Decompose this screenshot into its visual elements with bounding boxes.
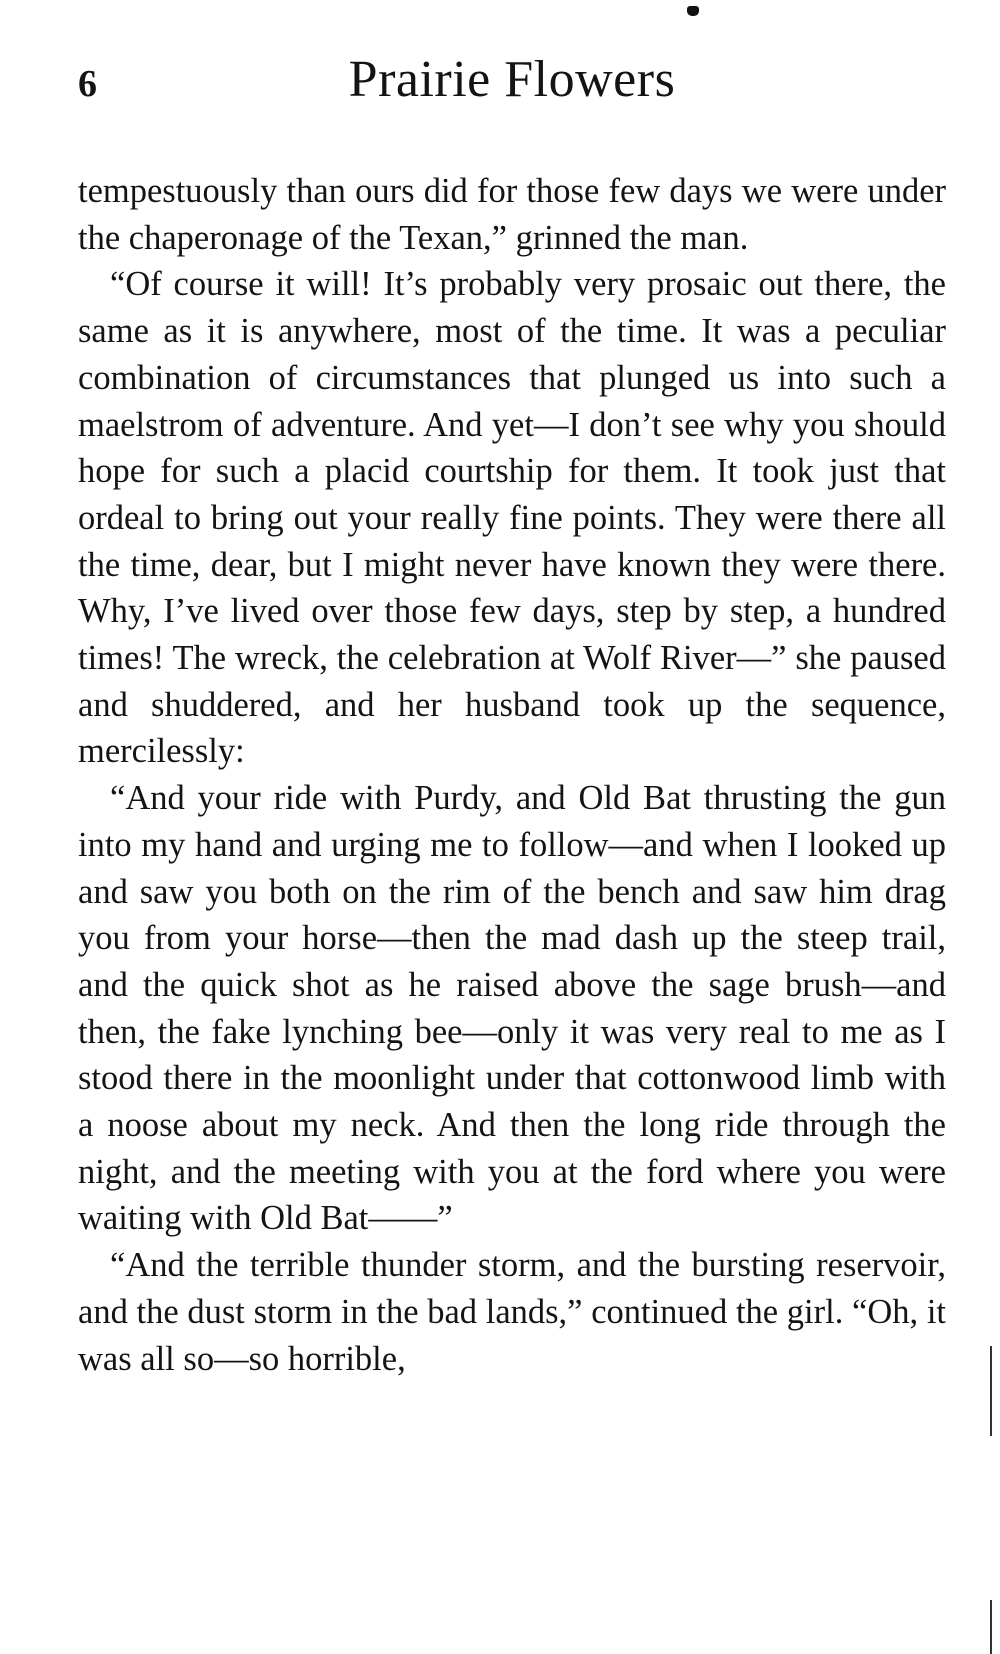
- margin-mark: [990, 1600, 992, 1654]
- paragraph: “And your ride with Purdy, and Old Bat thrusting the gun into my hand and urging me to follow—and when I looked up and saw you both on the rim of the bench and saw him drag you from your horse—then the mad dash up the steep trail, and the quick shot as he raised above the sage brush—and then, the fake lynching bee—only it was very real to me as I stood there in the moonlight under that cottonwood limb with a noose about my neck. And then the long ride through the night, and the meeting with you at the ford where you were waiting with Old Bat——”: [78, 779, 946, 1238]
- margin-mark: [990, 1346, 992, 1436]
- running-title: Prairie Flowers: [348, 51, 676, 108]
- body-text: [78, 168, 946, 1382]
- page-number: 6: [78, 63, 97, 105]
- paragraph: “Of course it will! It’s probably very prosaic out there, the same as it is anywhere, most of the time. It was a peculiar combination of circumstances that plunged us into such a maelstrom of adventure. And yet—I don’t see why you should hope for such a placid courtship for them. It took just that ordeal to bring out your really fine points. They were there all the time, dear, but I might never have known they were there. Why, I’ve lived over those few days, step by step, a hundred times! The wreck, the celebration at Wolf River—” she paused and shuddered, and her husband took up the sequence, mercilessly:: [78, 265, 946, 771]
- paragraph: “And the terrible thunder storm, and the bursting reservoir, and the dust storm in the bad lands,” continued the girl. “Oh, it was all so—so horrible,: [78, 1246, 946, 1378]
- page-header: [78, 50, 946, 120]
- paragraph: tempestuously than ours did for those few days we were under the chaperonage of the Texan,” grinned the man.: [78, 172, 946, 257]
- ink-blot: [687, 6, 699, 16]
